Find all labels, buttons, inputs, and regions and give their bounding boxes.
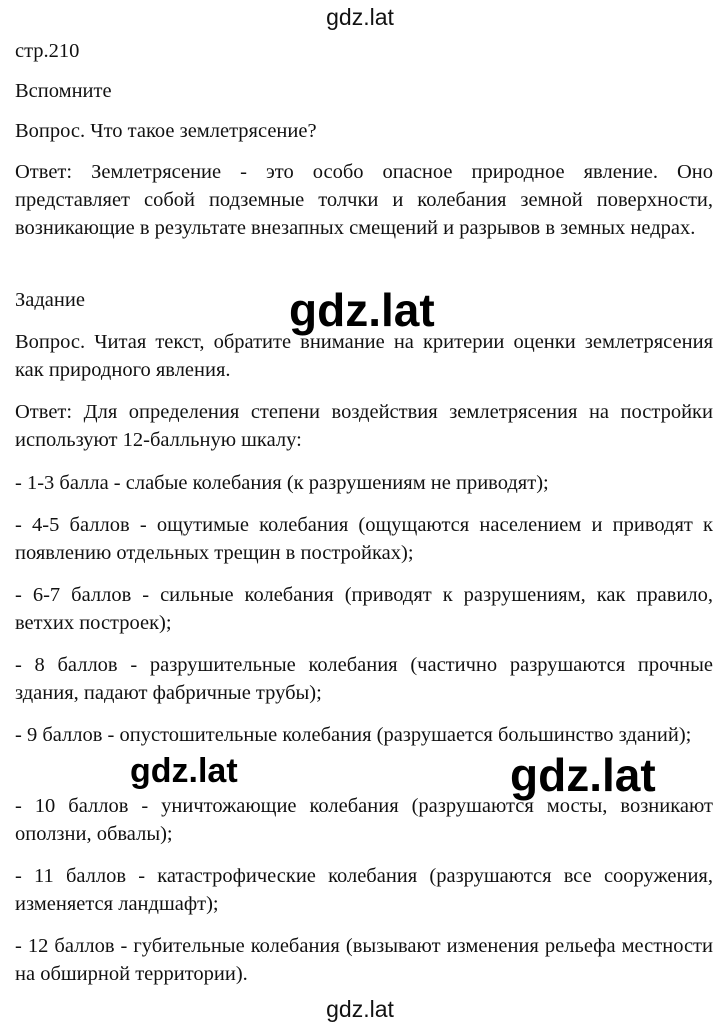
section-heading-task: Задание bbox=[15, 289, 85, 311]
watermark-top: gdz.lat bbox=[326, 4, 394, 30]
watermark-left: gdz.lat bbox=[130, 752, 238, 790]
scale-item-12: - 12 баллов - губительные колебания (вызывают изменения рельефа местности на обширной территории). bbox=[15, 935, 713, 985]
scale-item-1-3: - 1-3 балла - слабые колебания (к разрушениям не приводят); bbox=[15, 472, 549, 494]
scale-item-10: - 10 баллов - уничтожающие колебания (разрушаются мосты, возникают оползни, обвалы); bbox=[15, 795, 713, 845]
scale-item-4-5: - 4-5 баллов - ощутимые колебания (ощущаются населением и приводят к появлению отдельных трещин в постройках); bbox=[15, 514, 713, 564]
scale-item-8: - 8 баллов - разрушительные колебания (частично разрушаются прочные здания, падают фабричные трубы); bbox=[15, 654, 713, 704]
scale-item-11: - 11 баллов - катастрофические колебания (разрушаются все сооружения, изменяется ландшафт); bbox=[15, 865, 713, 915]
answer-1: Ответ: Землетрясение - это особо опасное природное явление. Оно представляет собой подземные толчки и колебания земной поверхности, возникающие в результате внезапных смещений и разрывов в земных недрах. bbox=[15, 161, 713, 239]
scale-item-9: - 9 баллов - опустошительные колебания (разрушается большинство зданий); bbox=[15, 724, 692, 746]
page-reference: стр.210 bbox=[15, 40, 80, 62]
scale-item-6-7: - 6-7 баллов - сильные колебания (приводят к разрушениям, как правило, ветхих построек); bbox=[15, 584, 713, 634]
watermark-center: gdz.lat bbox=[289, 284, 435, 336]
answer-2: Ответ: Для определения степени воздействия землетрясения на постройки используют 12-балльную шкалу: bbox=[15, 401, 713, 451]
question-1: Вопрос. Что такое землетрясение? bbox=[15, 120, 317, 142]
section-heading-recall: Вспомните bbox=[15, 80, 112, 102]
watermark-bottom: gdz.lat bbox=[326, 996, 394, 1022]
watermark-right: gdz.lat bbox=[510, 749, 656, 801]
question-2: Вопрос. Читая текст, обратите внимание на критерии оценки землетрясения как природного явления. bbox=[15, 331, 713, 381]
